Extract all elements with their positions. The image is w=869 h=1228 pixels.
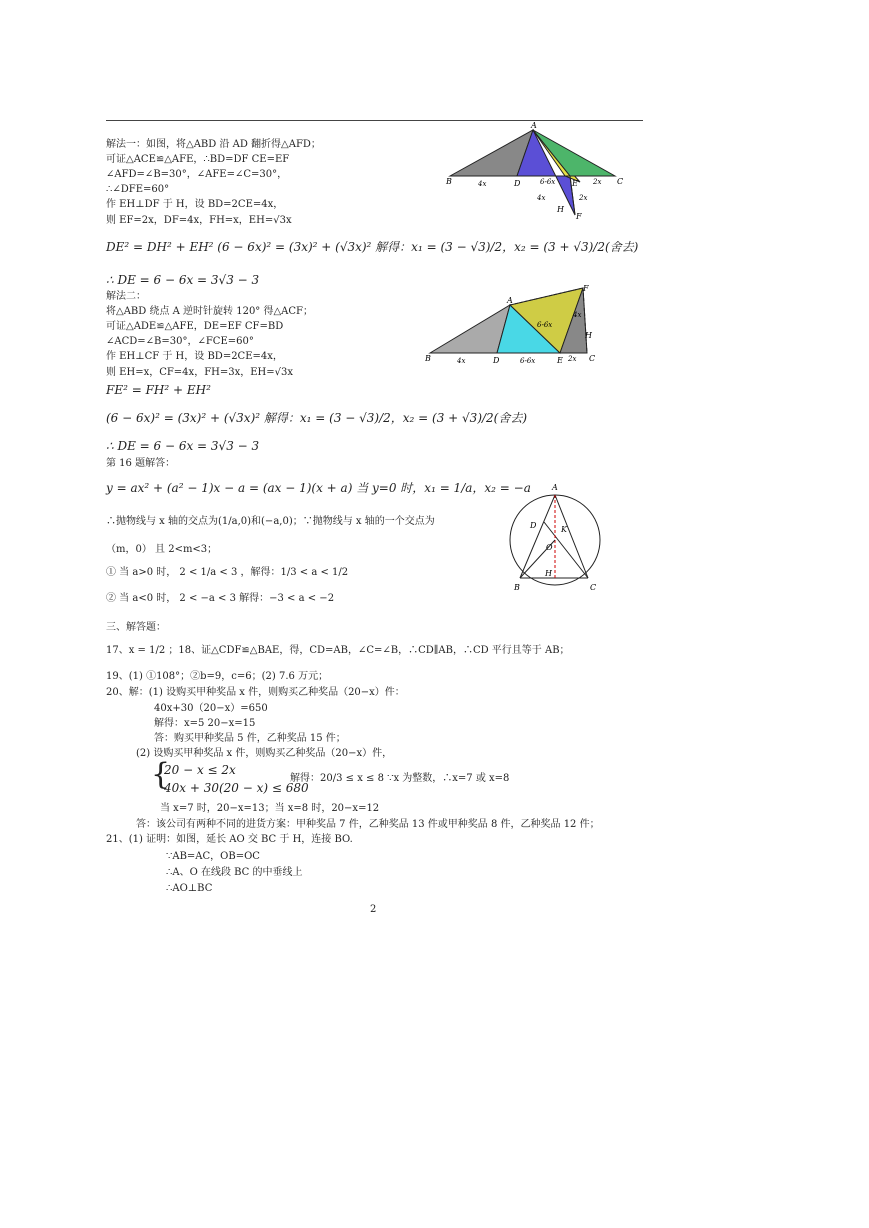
figure-3 (500, 478, 615, 598)
fig2-label-d: D (493, 356, 500, 365)
q17-18-line: 17、x = 1/2 ；18、证△CDF≌△BAE，得，CD=AB，∠C=∠B，∴CD∥AB，∴CD 平行且等于 AB； (106, 645, 570, 656)
fig1-side-label-5: 2x (579, 194, 588, 202)
fig2-triangle-abd (430, 305, 510, 353)
system-brace: { (151, 757, 171, 792)
fig3-label-c: C (590, 583, 597, 592)
q16-title: 第 16 题解答： (106, 458, 176, 469)
q20-line-5: (2) 设购买甲种奖品 x 件，则购买乙种奖品（20−x）件， (136, 748, 393, 759)
sol1-equation: DE² = DH² + EH² (6 − 6x)² = (3x)² + (√3x)² 解得：x₁ = (3 − √3)/2，x₂ = (3 + √3)/2(舍去) (106, 240, 639, 254)
sol1-line-6: 则 EF=2x，DF=4x，FH=x，EH=√3x (106, 215, 292, 226)
fig3-label-h: H (545, 569, 552, 578)
q20-line-1: 20、解：(1) 设购买甲种奖品 x 件，则购买乙种奖品（20−x）件： (106, 687, 405, 698)
q16-line-4: ① 当 a>0 时， 2 < 1/a < 3 ，解得：1/3 < a < 1/2 (106, 567, 349, 578)
q20-answer: 答：该公司有两种不同的进货方案：甲种奖品 7 件，乙种奖品 13 件或甲种奖品 8 件，乙种奖品 12 件； (136, 819, 600, 830)
fig2-label-h: H (585, 331, 592, 340)
sol2-equation-2: (6 − 6x)² = (3x)² + (√3x)² 解得：x₁ = (3 − √3)/2，x₂ = (3 + √3)/2(舍去) (106, 411, 528, 425)
figure-1 (445, 120, 635, 225)
fig2-side-label-4: 6-6x (537, 321, 553, 329)
q16-line-2: ∴抛物线与 x 轴的交点为(1/a,0)和(−a,0)；∵抛物线与 x 轴的一个交点为 (106, 516, 435, 527)
fig2-label-a: A (507, 296, 513, 305)
sol1-line-1: 解法一：如图，将△ABD 沿 AD 翻折得△AFD； (106, 139, 321, 150)
figure-2 (425, 283, 605, 368)
fig2-label-e: E (557, 356, 563, 365)
q20-line-3: 解得：x=5 20−x=15 (154, 718, 256, 729)
q21-line-1: 21、(1) 证明：如图，延长 AO 交 BC 于 H，连接 BO. (106, 834, 353, 845)
fig3-line-ab (520, 495, 555, 578)
fig1-label-c: C (617, 177, 624, 186)
sol2-line-4: ∠ACD=∠B=30°，∠FCE=60° (106, 336, 254, 347)
fig1-label-e: E (572, 179, 578, 188)
system-inequality-1: 20 − x ≤ 2x (164, 763, 236, 777)
sol1-result: ∴ DE = 6 − 6x = 3√3 − 3 (106, 273, 260, 287)
sol2-line-6: 则 EH=x，CF=4x，FH=3x，EH=√3x (106, 367, 294, 378)
sol2-line-3: 可证△ADE≌△AFE，DE=EF CF=BD (106, 321, 284, 332)
sol2-line-5: 作 EH⊥CF 于 H，设 BD=2CE=4x， (106, 351, 283, 362)
fig2-side-label-1: 4x (457, 357, 466, 365)
fig1-label-d: D (514, 179, 521, 188)
fig2-side-label-2: 6-6x (520, 357, 536, 365)
q19-line: 19、(1) ①108°；②b=9，c=6；(2) 7.6 万元； (106, 671, 329, 682)
sol2-line-1: 解法二： (106, 291, 146, 302)
q16-line-5: ② 当 a<0 时， 2 < −a < 3 解得：−3 < a < −2 (106, 593, 335, 604)
sol1-line-5: 作 EH⊥DF 于 H，设 BD=2CE=4x， (106, 199, 284, 210)
fig1-side-label-4: 4x (537, 194, 546, 202)
fig3-label-d: D (530, 521, 537, 530)
fig3-line-ac (555, 495, 588, 578)
sol1-line-4: ∴∠DFE=60° (106, 184, 170, 195)
sol1-line-2: 可证△ACE≌△AFE，∴BD=DF CE=EF (106, 154, 290, 165)
fig3-label-k: K (561, 525, 567, 534)
fig1-side-label-2: 6-6x (540, 178, 556, 186)
sol2-line-2: 将△ABD 绕点 A 逆时针旋转 120° 得△ACF； (106, 306, 313, 317)
q21-line-4: ∴AO⊥BC (166, 883, 213, 894)
fig1-label-f: F (576, 212, 582, 221)
fig3-label-a: A (552, 483, 558, 492)
fig2-side-label-3: 2x (568, 355, 577, 363)
sol2-result: ∴ DE = 6 − 6x = 3√3 − 3 (106, 439, 260, 453)
q20-cases: 当 x=7 时，20−x=13；当 x=8 时，20−x=12 (160, 803, 380, 814)
part3-title: 三、解答题： (106, 622, 166, 633)
q20-line-2: 40x+30（20−x）=650 (154, 703, 268, 714)
fig2-label-b: B (425, 354, 431, 363)
fig1-side-label-3: 2x (593, 178, 602, 186)
sol1-line-3: ∠AFD=∠B=30°，∠AFE=∠C=30°， (106, 169, 288, 180)
fig3-label-o: O (546, 543, 553, 552)
fig1-side-label-1: 4x (478, 180, 487, 188)
fig1-label-a: A (531, 121, 537, 130)
q21-line-3: ∴A、O 在线段 BC 的中垂线上 (166, 867, 303, 878)
fig1-label-h: H (557, 205, 564, 214)
q20-line-4: 答：购买甲种奖品 5 件，乙种奖品 15 件； (154, 733, 346, 744)
q21-line-2: ∵AB=AC，OB=OC (166, 851, 260, 862)
sol2-equation-1: FE² = FH² + EH² (106, 383, 211, 397)
fig1-label-b: B (446, 177, 452, 186)
fig2-side-label-5: 4x (573, 311, 582, 319)
system-inequality-2: 40x + 30(20 − x) ≤ 680 (164, 781, 309, 795)
q16-line-1: y = ax² + (a² − 1)x − a = (ax − 1)(x + a) 当 y=0 时，x₁ = 1/a，x₂ = −a (106, 481, 531, 495)
system-solution: 解得：20/3 ≤ x ≤ 8 ∵x 为整数，∴x=7 或 x=8 (290, 773, 510, 784)
fig2-label-c: C (589, 354, 596, 363)
page-number: 2 (370, 904, 377, 915)
fig3-label-b: B (514, 583, 520, 592)
q16-line-3: （m，0） 且 2<m<3； (106, 544, 218, 555)
fig2-label-f: F (583, 284, 589, 293)
